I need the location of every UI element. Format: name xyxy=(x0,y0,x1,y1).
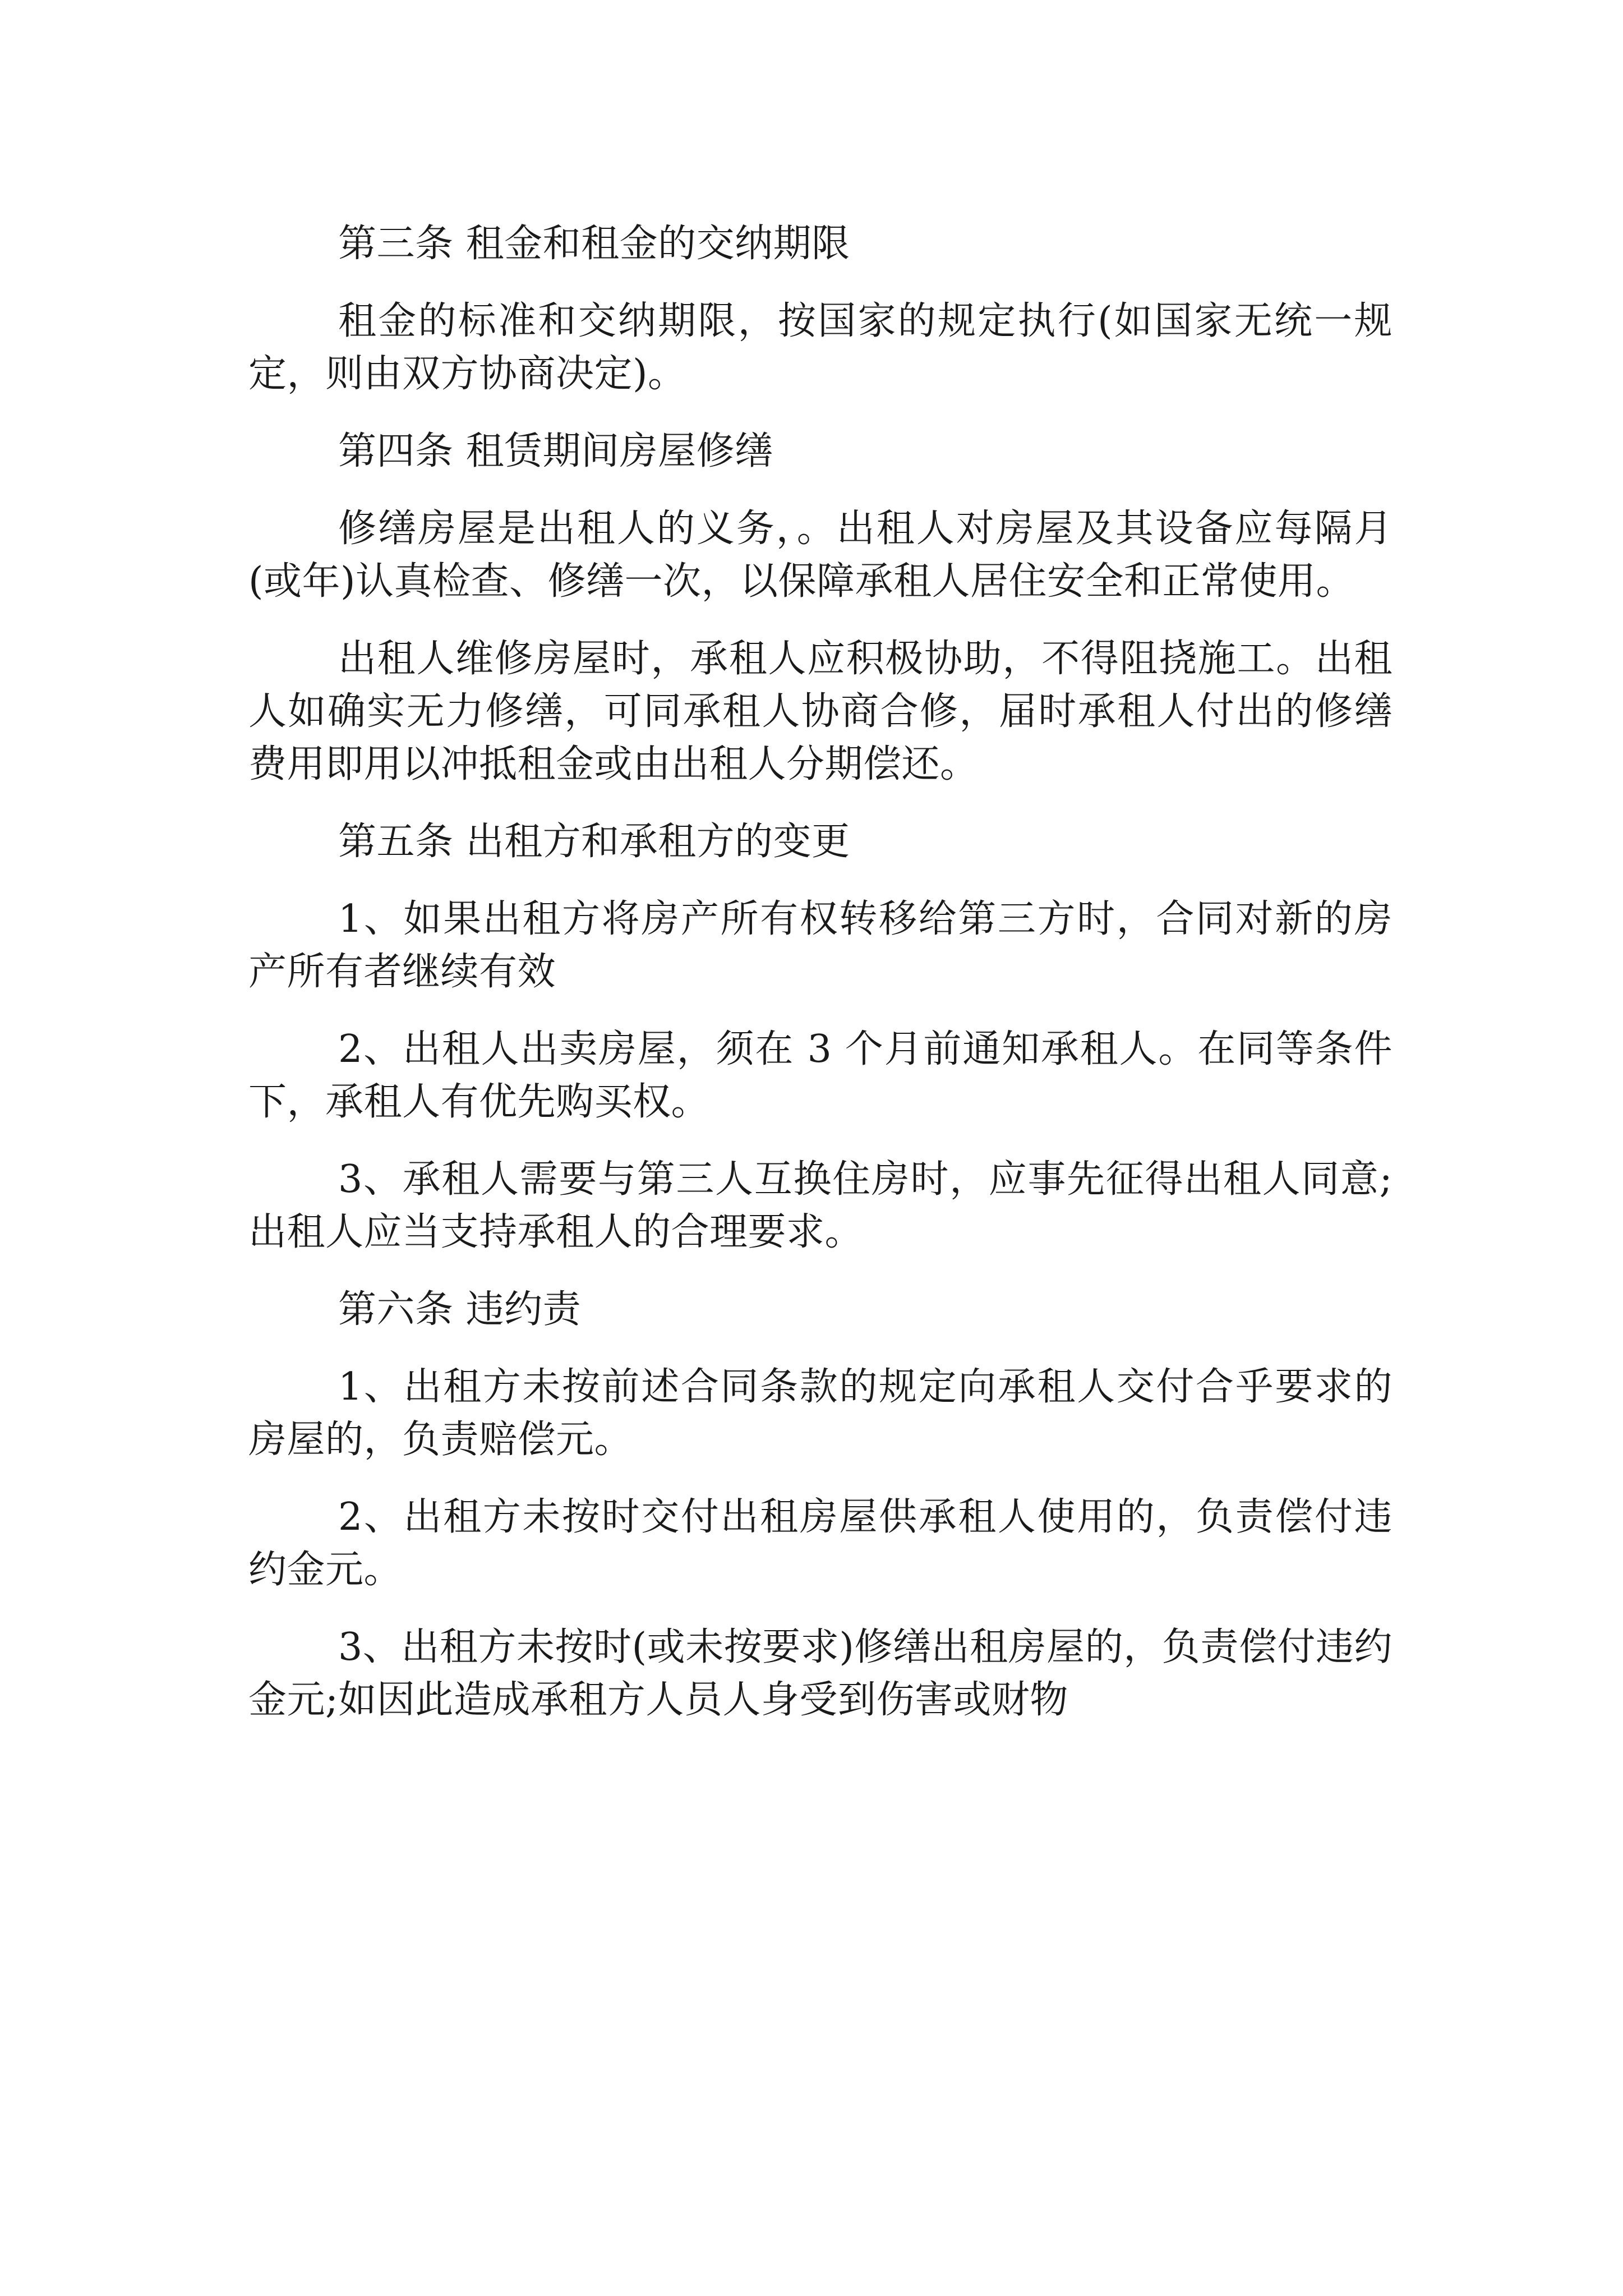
paragraph-repair-assist: 出租人维修房屋时，承租人应积极协助，不得阻挠施工。出租人如确实无力修缮，可同承租人协商合修，届时承租人付出的修缮费用即用以冲抵租金或由出租人分期偿还。 xyxy=(248,637,1393,786)
section-heading-4: 第四条 租赁期间房屋修缮 xyxy=(338,429,773,473)
list-item-breach-3: 3、出租方未按时(或未按要求)修缮出租房屋的，负责偿付违约金元;如因此造成承租方人员人身受到伤害或财物 xyxy=(248,1625,1393,1722)
list-item-breach-1: 1、出租方未按前述合同条款的规定向承租人交付合乎要求的房屋的，负责赔偿元。 xyxy=(248,1365,1393,1462)
paragraph-rent-standard: 租金的标准和交纳期限，按国家的规定执行(如国家无统一规定，则由双方协商决定)。 xyxy=(248,299,1393,396)
list-item-change-3: 3、承租人需要与第三人互换住房时，应事先征得出租人同意;出租人应当支持承租人的合理要求。 xyxy=(248,1157,1393,1254)
paragraph-repair-duty: 修缮房屋是出租人的义务，。出租人对房屋及其设备应每隔月(或年)认真检查、修缮一次，以保障承租人居住安全和正常使用。 xyxy=(248,507,1393,604)
section-heading-6: 第六条 违约责 xyxy=(338,1287,582,1332)
list-item-change-1: 1、如果出租方将房产所有权转移给第三方时，合同对新的房产所有者继续有效 xyxy=(248,897,1393,994)
document-page xyxy=(248,218,1393,1751)
list-item-breach-2: 2、出租方未按时交付出租房屋供承租人使用的，负责偿付违约金元。 xyxy=(248,1495,1393,1592)
section-heading-5: 第五条 出租方和承租方的变更 xyxy=(338,820,850,864)
section-heading-3: 第三条 租金和租金的交纳期限 xyxy=(338,222,850,266)
list-item-change-2: 2、出租人出卖房屋，须在 3 个月前通知承租人。在同等条件下，承租人有优先购买权。 xyxy=(248,1027,1393,1124)
